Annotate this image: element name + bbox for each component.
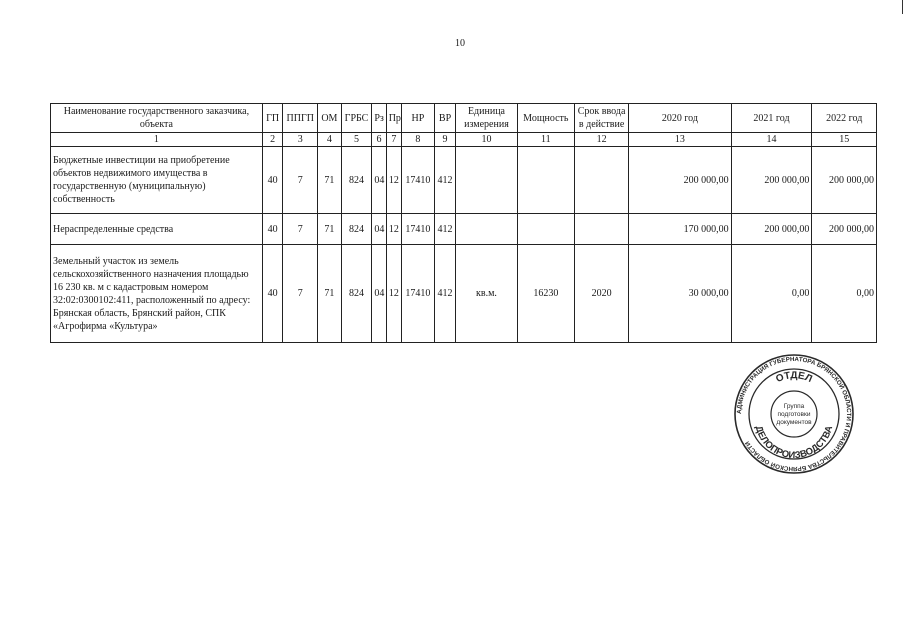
stamp-center-line: Группа [783,403,805,410]
capacity-cell [517,147,574,214]
amount-2020-cell: 200 000,00 [629,147,731,214]
rz-cell: 04 [372,214,386,245]
column-number: 3 [283,133,318,147]
column-number: 15 [812,133,877,147]
gp-cell: 40 [262,214,282,245]
grbs-cell: 824 [341,214,372,245]
amount-2022-cell: 200 000,00 [812,147,877,214]
om-cell: 71 [318,245,342,343]
ppgp-cell: 7 [283,245,318,343]
grbs-cell: 824 [341,147,372,214]
column-number: 8 [402,133,435,147]
header-cell-2022: 2022 год [812,104,877,133]
column-number: 14 [731,133,812,147]
unit-cell [456,214,517,245]
header-cell-name: Наименование государственного заказчика, объекта [51,104,263,133]
nr-cell: 17410 [402,214,435,245]
column-number: 13 [629,133,731,147]
table-row [51,147,877,214]
header-cell-om: ОМ [318,104,342,133]
column-number-row [51,133,877,147]
column-number: 11 [517,133,574,147]
rz-cell: 04 [372,147,386,214]
amount-2021-cell: 200 000,00 [731,147,812,214]
object-name-cell: Бюджетные инвестиции на приобретение объектов недвижимого имущества в государственную (муниципальную) собственность [51,147,263,214]
header-cell-vr: ВР [434,104,455,133]
vr-cell: 412 [434,245,455,343]
amount-2020-cell: 30 000,00 [629,245,731,343]
table-header-row [51,104,877,133]
stamp-bottom-word: ДЕЛОПРОИЗВОДСТВА [752,424,836,462]
stamp-top-word: ОТДЕЛ [774,370,814,386]
term-cell [574,147,628,214]
ppgp-cell: 7 [283,214,318,245]
header-cell-capacity: Мощность [517,104,574,133]
ppgp-cell: 7 [283,147,318,214]
column-number: 9 [434,133,455,147]
pr-cell: 12 [386,245,401,343]
amount-2022-cell: 0,00 [812,245,877,343]
column-number: 7 [386,133,401,147]
om-cell: 71 [318,147,342,214]
amount-2021-cell: 0,00 [731,245,812,343]
rz-cell: 04 [372,245,386,343]
vr-cell: 412 [434,147,455,214]
column-number: 12 [574,133,628,147]
object-name-cell: Земельный участок из земель сельскохозяйственного назначения площадью 16 230 кв. м с кадастровым номером 32:02:0300102:411, расположенный по адресу: Брянская область, Брянский район, СПК «Агрофирма «Культура» [51,245,263,343]
nr-cell: 17410 [402,147,435,214]
header-cell-ppgp: ППГП [283,104,318,133]
object-name-cell: Нераспределенные средства [51,214,263,245]
pr-cell: 12 [386,147,401,214]
header-cell-2020: 2020 год [629,104,731,133]
unit-cell [456,147,517,214]
header-cell-grbs: ГРБС [341,104,372,133]
page-number: 10 [455,38,465,49]
grbs-cell: 824 [341,245,372,343]
column-number: 1 [51,133,263,147]
capacity-cell: 16230 [517,245,574,343]
header-cell-2021: 2021 год [731,104,812,133]
term-cell [574,214,628,245]
term-cell: 2020 [574,245,628,343]
amount-2021-cell: 200 000,00 [731,214,812,245]
header-cell-nr: НР [402,104,435,133]
pr-cell: 12 [386,214,401,245]
header-cell-term: Срок ввода в действие [574,104,628,133]
table-row [51,214,877,245]
amount-2020-cell: 170 000,00 [629,214,731,245]
vr-cell: 412 [434,214,455,245]
header-cell-pr: Пр [386,104,401,133]
gp-cell: 40 [262,147,282,214]
unit-cell: кв.м. [456,245,517,343]
budget-table [50,103,877,343]
column-number: 6 [372,133,386,147]
office-stamp [733,353,855,475]
capacity-cell [517,214,574,245]
header-cell-rz: Рз [372,104,386,133]
header-cell-unit: Единица измерения [456,104,517,133]
header-cell-gp: ГП [262,104,282,133]
gp-cell: 40 [262,245,282,343]
om-cell: 71 [318,214,342,245]
table-row [51,245,877,343]
amount-2022-cell: 200 000,00 [812,214,877,245]
nr-cell: 17410 [402,245,435,343]
column-number: 2 [262,133,282,147]
column-number: 4 [318,133,342,147]
column-number: 10 [456,133,517,147]
column-number: 5 [341,133,372,147]
stamp-center-line: документов [776,419,812,426]
stamp-outer-text: АДМИНИСТРАЦИЯ ГУБЕРНАТОРА БРЯНСКОЙ ОБЛАСТИ И ПРАВИТЕЛЬСТВА БРЯНСКОЙ ОБЛАСТИ [735,355,853,473]
page-edge-mark [902,0,903,14]
stamp-center-line: подготовки [777,411,811,418]
